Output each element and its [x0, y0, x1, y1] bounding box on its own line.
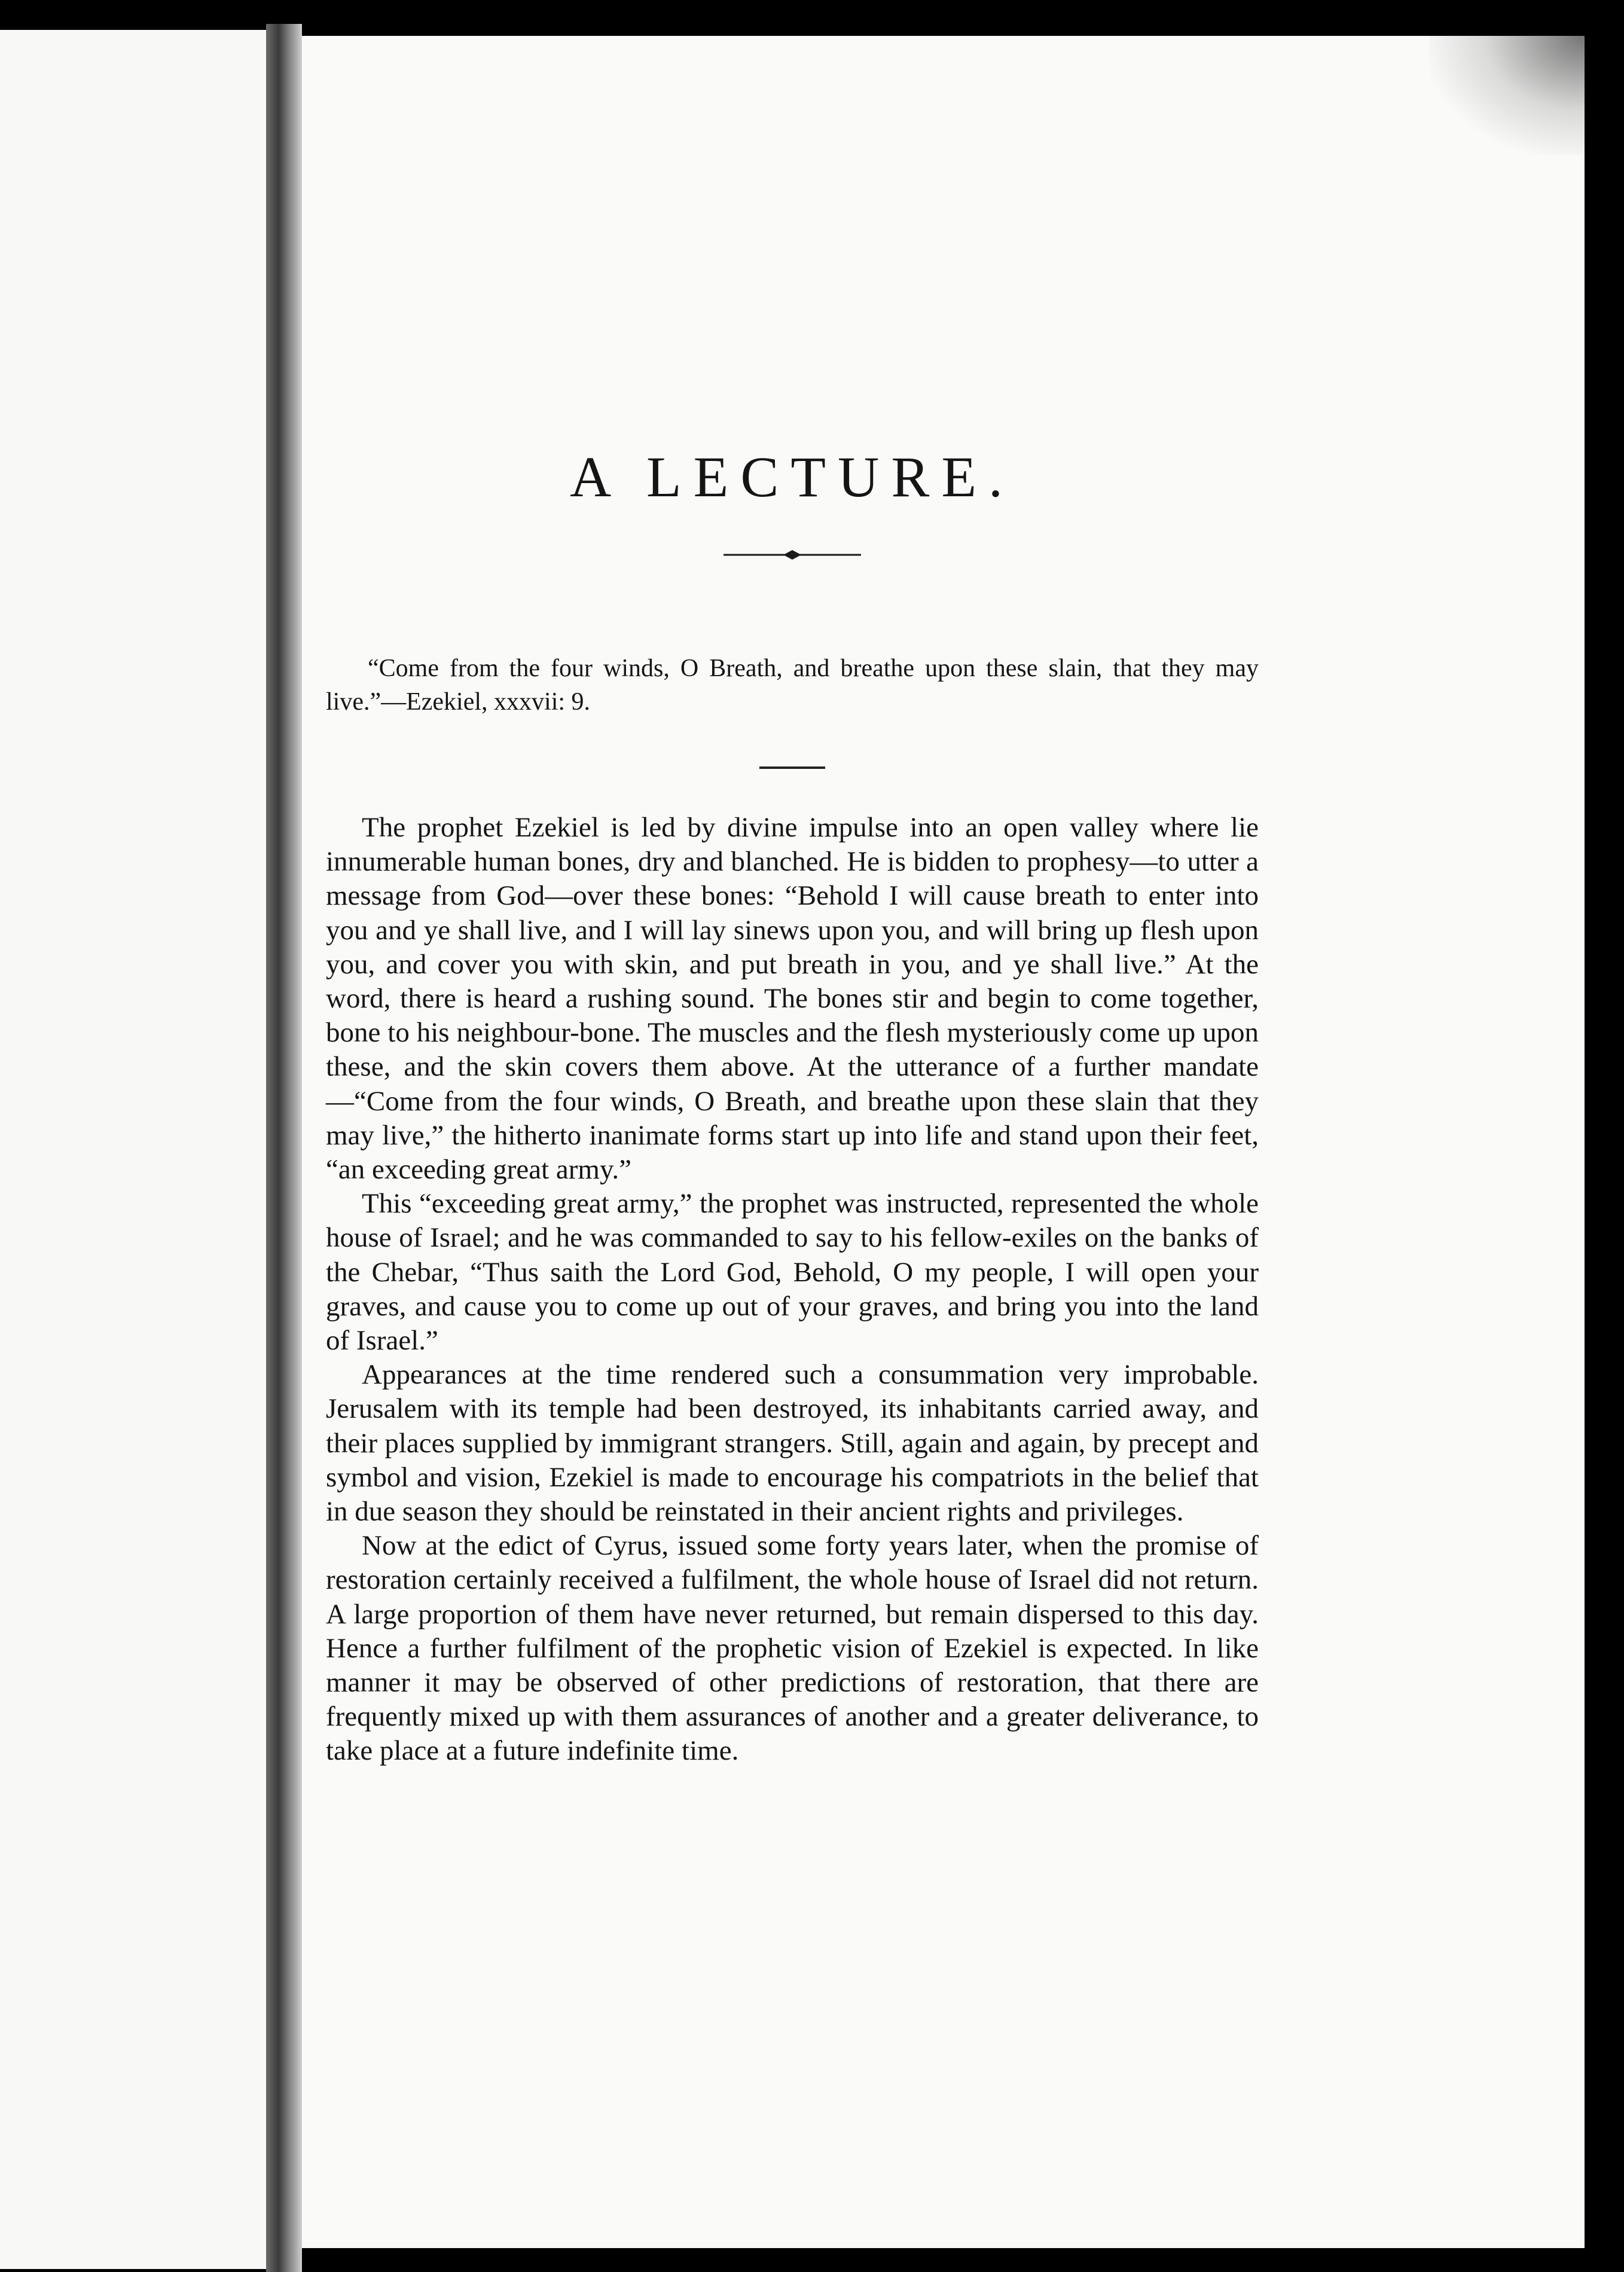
title-ornament-icon [724, 548, 861, 562]
page-title: A LECTURE. [570, 445, 1015, 509]
body-text [326, 811, 1259, 1769]
corner-shadow [1429, 36, 1585, 155]
page-content [326, 36, 1259, 1769]
paragraph-2: This “exceeding great army,” the prophet was instructed, represented the whole house of Israel; and he was commanded to say to his fellow-exiles on the banks of the Chebar, “Thus saith the Lord God, Behold, O my people, I will open your graves, and cause you to come up out of your graves, and bring you into the land of Israel.” [326, 1188, 1259, 1357]
left-blank-page [0, 30, 266, 2269]
paragraph-3: Appearances at the time rendered such a consummation very improbable. Jerusalem with its temple had been destroyed, its inhabitants carried away, and their places supplied by immigrant strangers. Still, again and again, by precept and symbol and vision, Ezekiel is made to encourage his compatriots in the belief that in due season they should be reinstated in their ancient rights and privileges. [326, 1359, 1259, 1528]
paragraph-1: The prophet Ezekiel is led by divine impulse into an open valley where lie innumerable human bones, dry and blanched. He is bidden to prophesy—to utter a message from God—over these bones: “Behold I will cause breath to enter into you and ye shall live, and I will lay sinews upon you, and will bring up flesh upon you, and cover you with skin, and put breath in you, and ye shall live.” At the word, there is heard a rushing sound. The bones stir and begin to come together, bone to his neighbour-bone. The muscles and the flesh mysteriously come up upon these, and the skin covers them above. At the utterance of a further mandate—“Come from the four winds, O Breath, and breathe upon these slain that they may live,” the hitherto inanimate forms start up into life and stand upon their feet, “an exceeding great army.” [326, 812, 1259, 1186]
book-gutter [266, 24, 302, 2272]
section-divider [759, 767, 825, 769]
paragraph-4: Now at the edict of Cyrus, issued some forty years later, when the promise of restoration certainly received a fulfilment, the whole house of Israel did not return. A large proportion of them have never returned, but remain dispersed to this day. Hence a further fulfilment of the prophetic vision of Ezekiel is expected. In like manner it may be observed of other predictions of restoration, that there are frequently mixed up with them assurances of another and a greater deliverance, to take place at a future indefinite time. [326, 1530, 1259, 1767]
epigraph: “Come from the four winds, O Breath, and breathe upon these slain, that they may live.”—Ezekiel, xxxvii: 9. [326, 655, 1259, 716]
